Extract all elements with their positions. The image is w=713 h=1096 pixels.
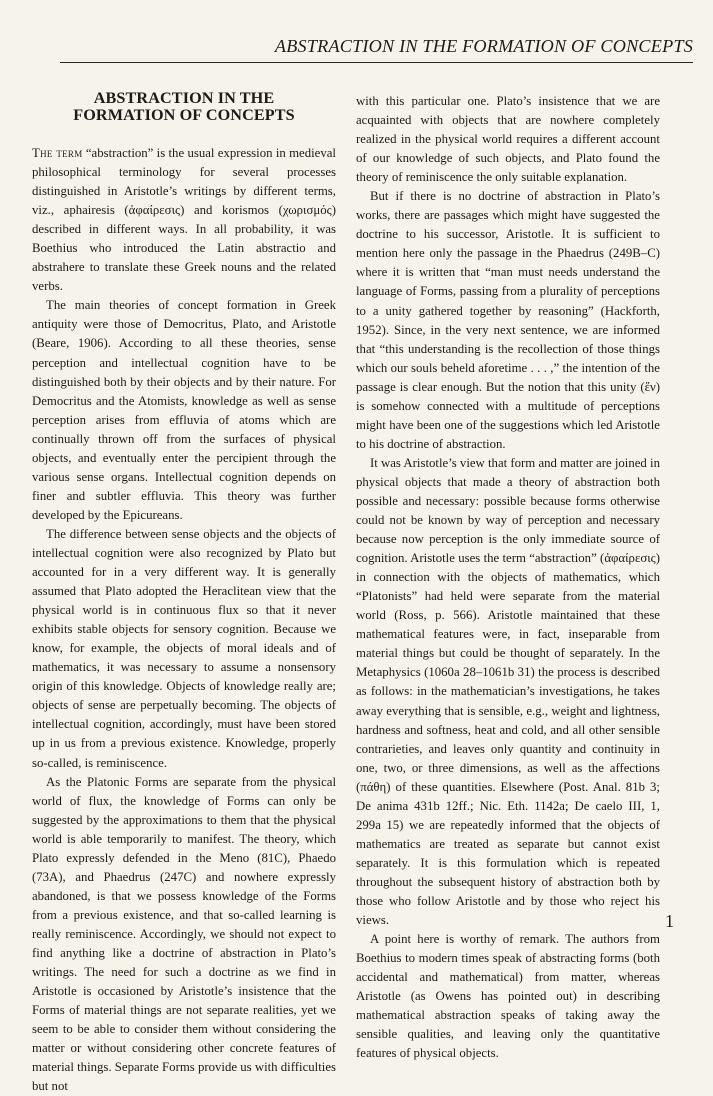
running-head: ABSTRACTION IN THE FORMATION OF CONCEPTS	[274, 36, 693, 56]
left-column	[32, 90, 336, 1096]
header-rule	[60, 62, 693, 63]
paragraph-4: As the Platonic Forms are separate from the physical world of flux, the knowledge of Forms can only be suggested by the approximations to them that the physical world is able temporarily to manifest. The theory, which Plato expressly defended in the Meno (81C), Phaedo (73A), and Phaedrus (247C) and nowhere expressly abandoned, is that we possess knowledge of the Forms from a previous existence, and that so-called learning is really reminiscence. Accordingly, we should not expect to find anything like a doctrine of abstraction in Plato’s writings. The need for such a doctrine as we find in Aristotle is occasioned by Aristotle’s insistence that the Forms of material things are not separate realities, yet we seem to be able to consider them without considering the matter or without considering other concrete features of material things. Separate Forms provide us with difficulties but not	[32, 774, 336, 1094]
paragraph-1	[32, 144, 336, 296]
paragraph-5: with this particular one. Plato’s insistence that we are acquainted with objects that are nowhere completely realized in the physical world requires a different account of our knowledge of such objects, and Plato found the theory of reminiscence the only suitable explanation.	[356, 94, 660, 185]
page-number: 1	[665, 911, 674, 931]
paragraph-1-text: “abstraction” is the usual expression in medieval philosophical terminology for several processes distinguished in Aristotle’s writings by different terms, viz., aphairesis (ἀφαίρεσις) and korismos (χωρισμός) described in different ways. In all probability, it was Boethius who introduced the Latin abstractio and abstrahere to translate these Greek nouns and the related verbs.	[32, 146, 336, 294]
paragraph-7: It was Aristotle’s view that form and matter are joined in physical objects that made a theory of abstraction both possible and necessary: possible because forms otherwise could not be known by way of perception and necessary because now perception is the only immediate source of cognition. Aristotle uses the term “abstraction” (ἀφαίρεσις) in connection with the objects of mathematics, which “Platonists” had held were separate from the material world (Ross, p. 566). Aristotle maintained that these mathematical features were, in fact, inseparable from material things but could be thought of separately. In the Metaphysics (1060a 28–1061b 31) the process is described as follows: in the mathematician’s investigations, he takes away everything that is sensible, e.g., weight and lightness, hardness and softness, heat and cold, and all other sensible contrarieties, and leaves only quantity and continuity in one, two, or three dimensions, as well as the affections (πάθη) of these quantities. Elsewhere (Post. Anal. 81b 3; De anima 431b 12ff.; Nic. Eth. 1142a; De caelo III, 1, 299a 15) we are repeatedly informed that the objects of mathematics are treated as separate but cannot exist separately. It is this formulation which is repeated throughout the subsequent history of abstraction both by those who follow Aristotle and by those who reject his views.	[356, 455, 660, 928]
paragraph-2: The main theories of concept formation in Greek antiquity were those of Democritus, Plato, and Aristotle (Beare, 1906). According to all these theories, sense perception and intellectual cognition have to be distinguished both by their objects and by their nature. For Democritus and the Atomists, knowledge as well as sense perception arises from effluvia of atoms which are continually thrown off from the surfaces of physical objects, and eventually enter the percipient through the various sense organs. Intellectual cognition depends on finer and subtler effluvia. This theory was further developed by the Epicureans.	[32, 298, 336, 522]
paragraph-3: The difference between sense objects and the objects of intellectual cognition were also recognized by Plato but accounted for in a very different way. It is generally assumed that Plato adopted the Heraclitean view that the physical world is in continuous flux so that it never exhibits stable objects for sensory cognition. Because we know, for example, the objects of moral ideals and of mathematics, it was necessary to assume a nonsensory origin of this knowledge. Objects of knowledge really are; objects of sense are perpetually becoming. The objects of intellectual cognition, accordingly, must have been stored up in us from a previous existence. Knowledge, properly so-called, is reminiscence.	[32, 526, 336, 770]
article-title-line-2: FORMATION OF CONCEPTS	[73, 106, 295, 124]
article-title	[32, 90, 336, 124]
right-column	[356, 92, 660, 1063]
lead-caps: The term	[32, 146, 83, 160]
article-title-line-1: ABSTRACTION IN THE	[93, 89, 275, 107]
paragraph-6: But if there is no doctrine of abstraction in Plato’s works, there are passages which might have suggested the doctrine to his successor, Aristotle. It is sufficient to mention here only the passage in the Phaedrus (249B–C) where it is written that “man must needs understand the language of Forms, passing from a plurality of perceptions to a unity gathered together by reasoning” (Hackforth, 1952). Since, in the very next sentence, we are informed that “this understanding is the recollection of those things which our souls beheld aforetime . . . ,” the intention of the passage is clear enough. But the notion that this unity (ἕν) is somehow connected with a multitude of perceptions might have been one of the suggestions which led Aristotle to his doctrine of abstraction.	[356, 189, 660, 451]
paragraph-8: A point here is worthy of remark. The authors from Boethius to modern times speak of abstracting forms (both accidental and mathematical) from matter, whereas Aristotle (as Owens has pointed out) in describing mathematical abstraction speaks of taking away the sensible qualities, and leaving only the quantitative features of physical objects.	[356, 932, 660, 1061]
